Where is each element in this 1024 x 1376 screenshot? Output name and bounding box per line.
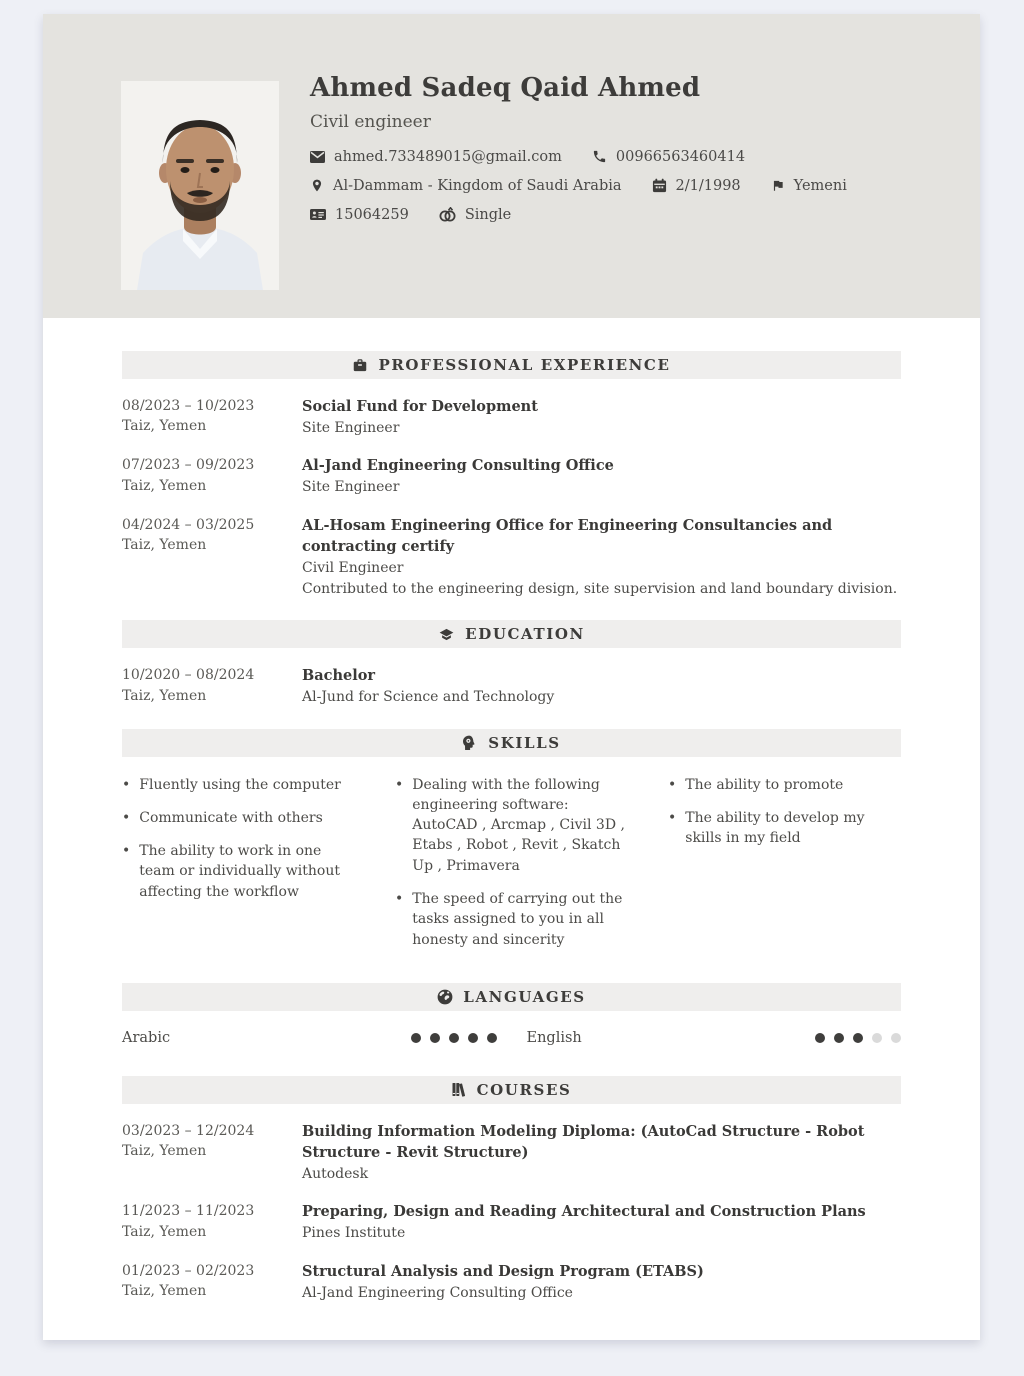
entry-role: Site Engineer [302, 420, 400, 437]
contact-marital-status [439, 207, 511, 223]
entry-organization: Social Fund for Development [302, 398, 538, 415]
section-header-courses [122, 1076, 901, 1104]
skill-item [668, 775, 901, 795]
header-info [310, 74, 930, 223]
calendar-icon [652, 178, 667, 193]
entry-dates: 01/2023 – 02/2023 [122, 1262, 255, 1279]
books-icon [452, 1082, 467, 1097]
course-name: Preparing, Design and Reading Architectural and Construction Plans [302, 1203, 866, 1221]
contact-location [310, 178, 622, 194]
course-provider: Al-Jand Engineering Consulting Office [302, 1284, 573, 1301]
entry-dates: 10/2020 – 08/2024 [122, 667, 255, 684]
level-dot-filled [815, 1033, 825, 1043]
section-title: SKILLS [488, 733, 561, 752]
level-dot-filled [411, 1033, 421, 1043]
email-icon [310, 151, 325, 163]
skill-item [122, 775, 355, 795]
experience-entry [122, 396, 901, 438]
course-provider: Autodesk [302, 1165, 369, 1182]
flag-icon [771, 178, 785, 193]
marital-status-text: Single [464, 206, 512, 223]
language-item [122, 1030, 497, 1046]
bullet: • [668, 809, 677, 826]
entry-location: Taiz, Yemen [122, 418, 207, 435]
graduation-cap-icon [438, 627, 455, 642]
languages-grid [122, 1030, 901, 1046]
language-name: English [526, 1029, 582, 1046]
skill-item [122, 808, 355, 828]
entry-location: Taiz, Yemen [122, 477, 207, 494]
entry-location: Taiz, Yemen [122, 687, 207, 704]
level-dot-filled [430, 1033, 440, 1043]
course-name: Building Information Modeling Diploma: (AutoCad Structure - Robot Structure - Revit Structure) [302, 1122, 865, 1161]
language-level-dots [411, 1033, 497, 1043]
skill-item [122, 841, 355, 902]
skill-item [395, 775, 628, 876]
entry-location: Taiz, Yemen [122, 536, 207, 553]
contact-row-1 [310, 149, 930, 165]
entry-dates: 03/2023 – 12/2024 [122, 1122, 255, 1139]
language-name: Arabic [122, 1029, 171, 1046]
profile-photo-illustration [121, 81, 279, 290]
skills-column-3 [668, 775, 901, 963]
contact-row-2 [310, 178, 930, 194]
entry-location: Taiz, Yemen [122, 1223, 207, 1240]
phone-icon [592, 149, 607, 164]
entry-location: Taiz, Yemen [122, 1282, 207, 1299]
course-entry [122, 1121, 901, 1184]
bullet: • [395, 776, 404, 793]
entry-organization: AL-Hosam Engineering Office for Engineering Consultancies and contracting certify [302, 516, 833, 555]
language-level-dots [815, 1033, 901, 1043]
section-header-languages [122, 983, 901, 1011]
location-text: Al-Dammam - Kingdom of Saudi Arabia [333, 177, 622, 194]
entry-degree: Bachelor [302, 667, 376, 685]
section-header-education [122, 620, 901, 648]
entry-dates: 11/2023 – 11/2023 [122, 1203, 255, 1220]
contact-email [310, 149, 562, 165]
level-dot-filled [853, 1033, 863, 1043]
profile-photo [121, 81, 279, 290]
bullet: • [122, 843, 131, 860]
resume-body [43, 351, 980, 1303]
level-dot-filled [468, 1033, 478, 1043]
course-entry [122, 1201, 901, 1243]
course-provider: Pines Institute [302, 1225, 406, 1242]
entry-dates: 07/2023 – 09/2023 [122, 457, 255, 474]
header-band [43, 14, 980, 318]
level-dot-empty [872, 1033, 882, 1043]
skill-text: Communicate with others [139, 809, 323, 826]
contact-phone [592, 149, 745, 165]
entry-role: Site Engineer [302, 479, 400, 496]
resume-page [43, 14, 980, 1340]
section-header-skills [122, 729, 901, 757]
id-number-text: 15064259 [335, 206, 409, 223]
course-entry [122, 1261, 901, 1303]
contact-nationality [771, 178, 847, 194]
entry-location: Taiz, Yemen [122, 1143, 207, 1160]
contact-birth-date [652, 178, 741, 194]
birth-date-text: 2/1/1998 [675, 177, 741, 194]
job-title: Civil engineer [310, 111, 431, 132]
education-entry [122, 665, 901, 707]
email-text: ahmed.733489015@gmail.com [334, 148, 562, 165]
skill-text: Dealing with the following engineering software: AutoCAD , Arcmap , Civil 3D , Etabs , Robot , Revit , Skatch Up , Primavera [412, 776, 625, 874]
language-item [527, 1030, 902, 1046]
level-dot-filled [834, 1033, 844, 1043]
contact-id-number [310, 207, 409, 223]
section-header-experience [122, 351, 901, 379]
entry-description: Contributed to the engineering design, site supervision and land boundary division. [302, 580, 898, 597]
skills-head-icon [462, 735, 478, 751]
globe-icon [437, 989, 453, 1005]
level-dot-filled [487, 1033, 497, 1043]
bullet: • [395, 891, 404, 908]
bullet: • [668, 776, 677, 793]
entry-school: Al-Jund for Science and Technology [302, 689, 555, 706]
course-name: Structural Analysis and Design Program (ETABS) [302, 1262, 704, 1280]
bullet: • [122, 809, 131, 826]
skills-column-2 [395, 775, 628, 963]
entry-organization: Al-Jand Engineering Consulting Office [302, 457, 614, 475]
skill-text: Fluently using the computer [139, 776, 341, 793]
id-card-icon [310, 208, 326, 221]
nationality-text: Yemeni [793, 177, 847, 194]
level-dot-filled [449, 1033, 459, 1043]
skill-text: The ability to promote [685, 776, 844, 793]
briefcase-icon [352, 358, 368, 373]
skills-column-1 [122, 775, 355, 963]
skill-item [668, 808, 901, 849]
section-title: COURSES [476, 1080, 572, 1099]
marital-status-rings-icon [439, 207, 456, 222]
skill-text: The speed of carrying out the tasks assigned to you in all honesty and sincerity [412, 891, 623, 948]
section-title: EDUCATION [465, 625, 585, 644]
contact-row-3 [310, 207, 930, 223]
skill-text: The ability to work in one team or individually without affecting the workflow [139, 843, 340, 900]
skills-grid [122, 775, 901, 963]
contact-block [310, 149, 930, 223]
experience-entry [122, 515, 901, 600]
skill-item [395, 889, 628, 950]
level-dot-empty [891, 1033, 901, 1043]
section-title: LANGUAGES [463, 987, 586, 1006]
person-name: Ahmed Sadeq Qaid Ahmed [310, 73, 701, 103]
location-pin-icon [310, 178, 324, 193]
entry-dates: 08/2023 – 10/2023 [122, 398, 255, 414]
section-title: PROFESSIONAL EXPERIENCE [378, 356, 671, 374]
bullet: • [122, 776, 131, 793]
experience-entry [122, 455, 901, 497]
entry-role: Civil Engineer [302, 559, 404, 576]
entry-dates: 04/2024 – 03/2025 [122, 516, 255, 533]
phone-text: 00966563460414 [615, 148, 746, 165]
skill-text: The ability to develop my skills in my field [685, 809, 865, 847]
